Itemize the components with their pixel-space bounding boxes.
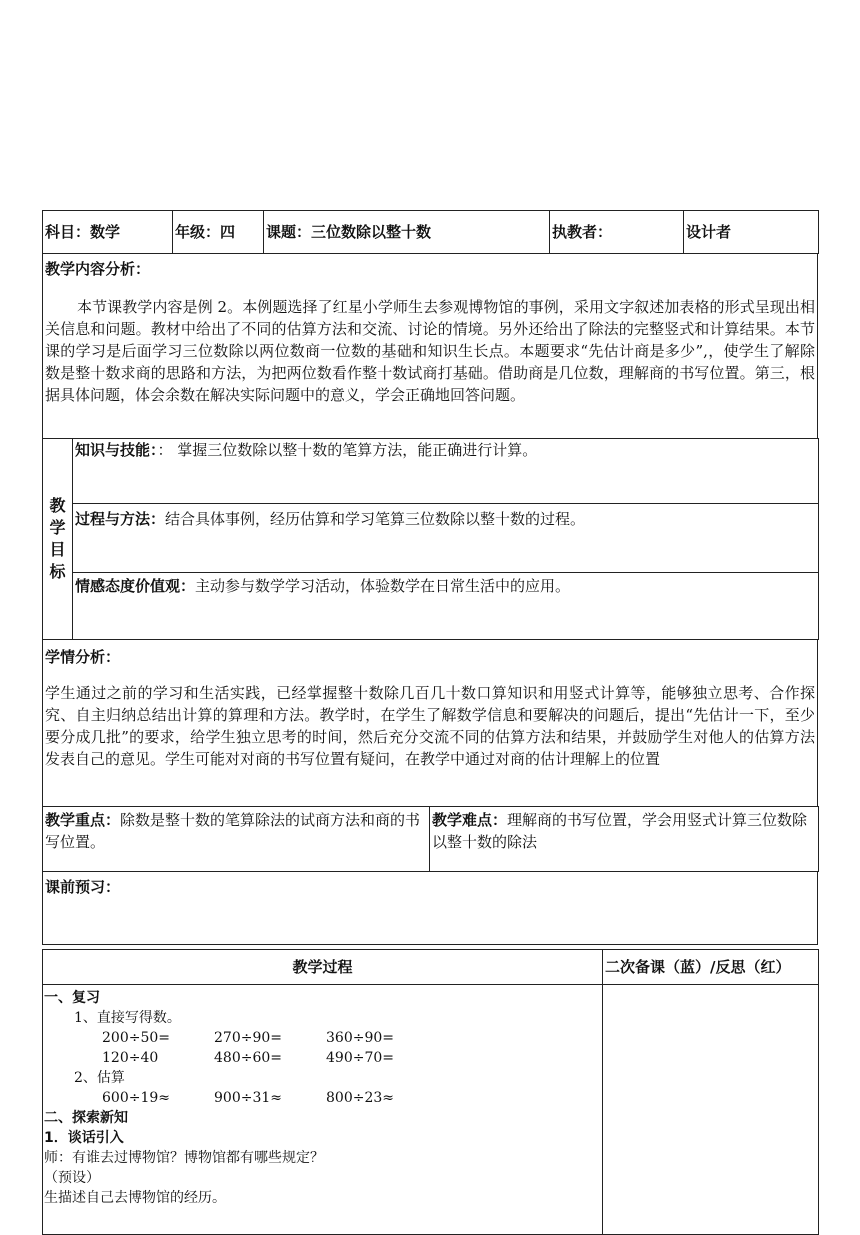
lesson-plan [42,210,818,1235]
objectives-label: 教学目标 [49,496,66,581]
preview-table [42,871,818,945]
teacher-cell: 执教者： [550,211,684,254]
second-prep-body [603,985,819,1235]
grade-cell: 年级：四 [173,211,264,254]
item-direct-answer: 1、直接写得数。 [74,1010,181,1026]
knowledge-cell: 知识与技能：： 掌握三位数除以整十数的笔算方法，能正确进行计算。 [73,439,819,504]
process-table [42,949,819,1235]
content-analysis-title: 教学内容分析： [45,260,151,278]
key-point-cell: 教学重点：除数是整十数的笔算除法的试商方法和商的书写位置。 [43,807,430,872]
subject-cell: 科目：数学 [43,211,173,254]
content-analysis-body: 本节课教学内容是例 2。本例题选择了红星小学师生去参观博物馆的事例，采用文字叙述加表格的形式呈现出相关信息和问题。教材中给出了不同的估算方法和交流、讨论的情境。另外还给出了除法的完整竖式和计算结果。本节课的学习是后面学习三位数除以两位数商一位数的基础和知识生长点。本题要求“先估计商是多少”,，使学生了解除数是整十数求商的思路和方法，为把两位数看作整十数试商打基础。借助商是几位数，理解商的书写位置。第三，根据具体问题，体会余数在解决实际问题中的意义，学会正确地回答问题。 [45,298,815,404]
objectives-table [42,438,819,640]
process-cell: 过程与方法：结合具体事例，经历估算和学习笔算三位数除以整十数的过程。 [73,504,819,573]
topic-cell: 课题：三位数除以整十数 [264,211,550,254]
exercise-row: 200÷50= 270÷90= 360÷90= [102,1030,394,1046]
key-points-table [42,806,819,872]
objectives-label-cell [43,439,73,640]
sub-heading-intro: 1．谈话引入 [44,1130,124,1146]
preview-title: 课前预习： [45,878,121,896]
exercise-row: 600÷19≈ 900÷31≈ 800÷23≈ [102,1090,394,1106]
preset-note: （预设） [44,1170,100,1186]
item-estimate: 2、估算 [74,1070,125,1086]
second-prep-title: 二次备课（蓝）/反思（红） [605,958,791,976]
content-analysis-table [42,253,818,439]
exercise-row: 120÷40 480÷60= 490÷70= [102,1050,394,1066]
review-heading: 一、复习 [44,990,100,1006]
student-answer: 生描述自己去博物馆的经历。 [44,1190,226,1206]
header-table [42,210,819,254]
process-body [43,985,603,1235]
process-title: 教学过程 [292,958,353,976]
student-analysis-body: 学生通过之前的学习和生活实践，已经掌握整十数除几百几十数口算知识和用竖式计算等，能够独立思考、合作探究、自主归纳总结出计算的算理和方法。教学时，在学生了解数学信息和要解决的问题后，提出“先估计一下，至少要分成几批”的要求，给学生独立思考的时间，然后充分交流不同的估算方法和结果，并鼓励学生对他人的估算方法发表自己的意见。学生可能对对商的书写位置有疑问，在教学中通过对商的估计理解上的位置 [45,684,815,768]
explore-heading: 二、探索新知 [44,1110,128,1126]
difficulty-cell: 教学难点：理解商的书写位置，学会用竖式计算三位数除以整十数的除法 [430,807,819,872]
student-analysis-table [42,639,818,807]
designer-cell: 设计者 [684,211,819,254]
teacher-question: 师：有谁去过博物馆？博物馆都有哪些规定？ [44,1150,324,1166]
student-analysis-title: 学情分析： [45,648,121,666]
emotion-cell: 情感态度价值观：主动参与数学学习活动，体验数学在日常生活中的应用。 [73,573,819,640]
